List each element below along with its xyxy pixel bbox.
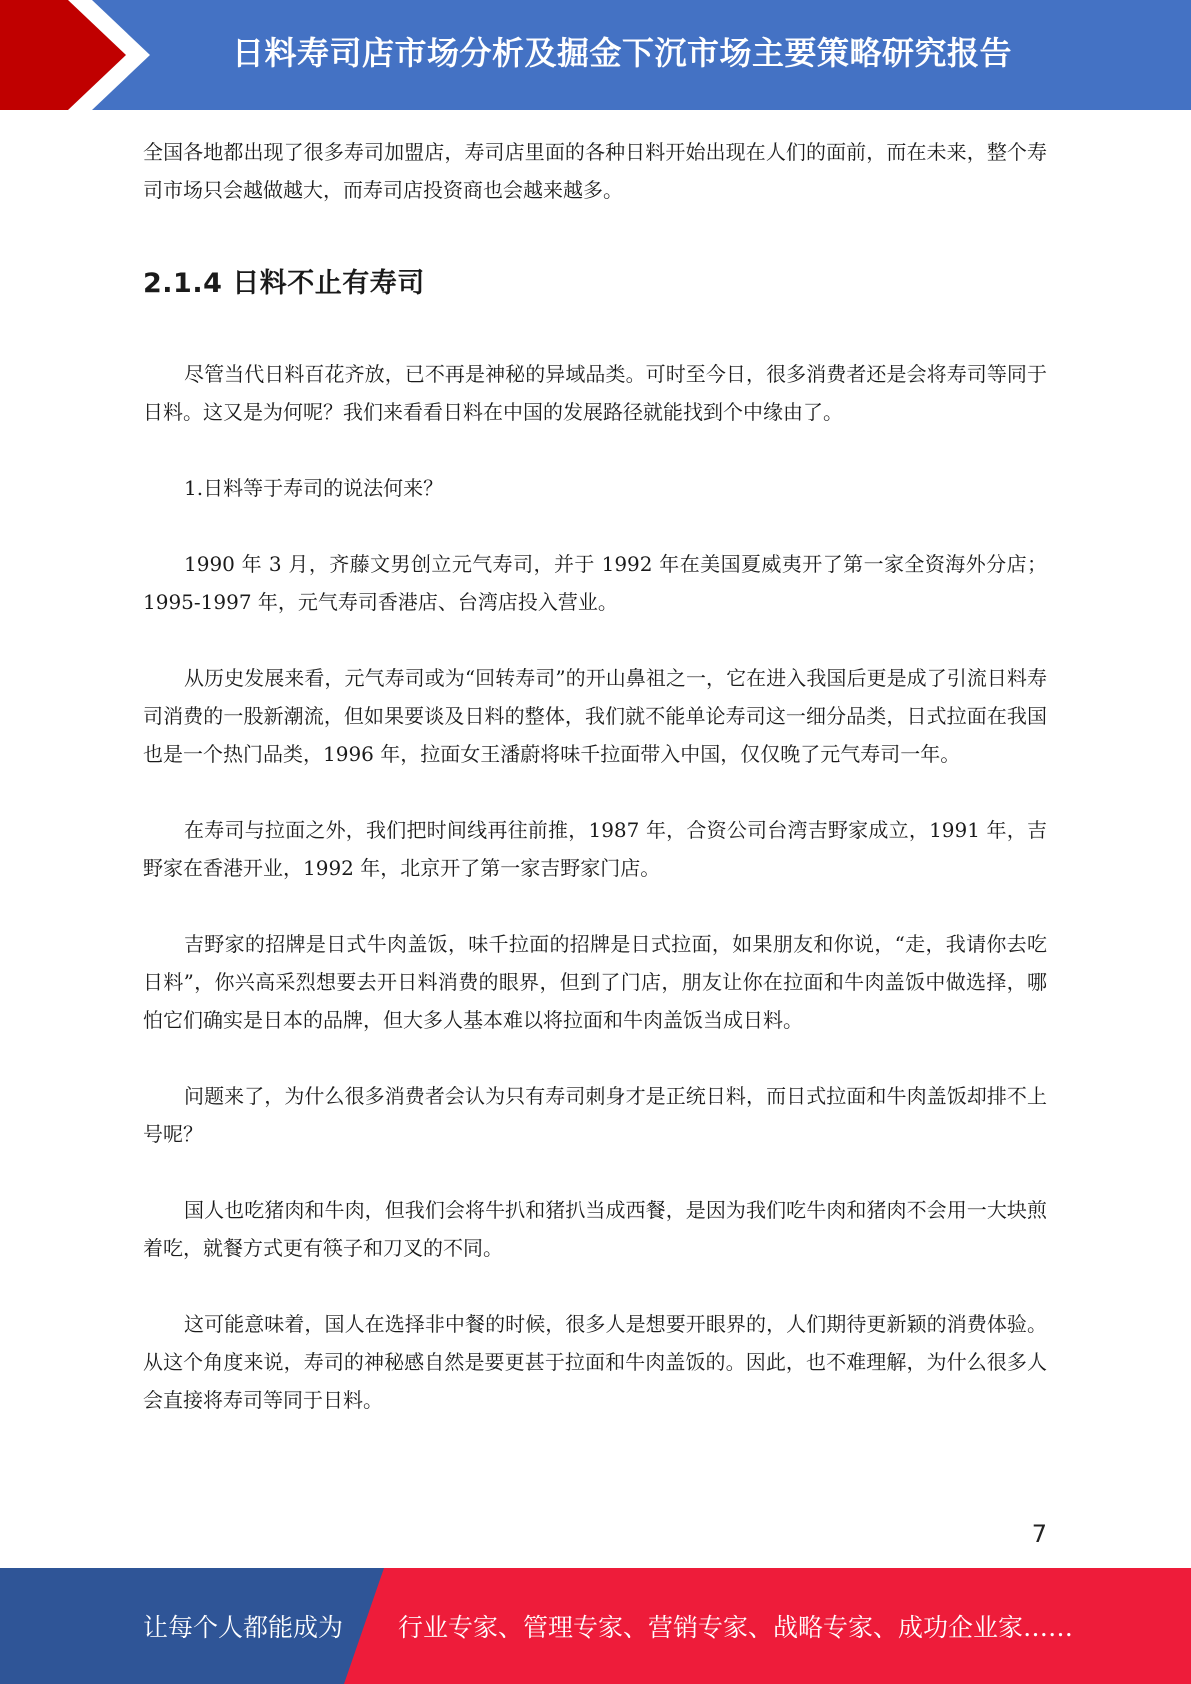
header-arrow-decoration <box>0 0 160 110</box>
paragraph-7: 问题来了，为什么很多消费者会认为只有寿司刺身才是正统日料，而日式拉面和牛肉盖饭却排不上号呢？ <box>143 1084 1047 1146</box>
page-content <box>143 133 1047 1419</box>
intro-paragraph: 全国各地都出现了很多寿司加盟店，寿司店里面的各种日料开始出现在人们的面前，而在未来，整个寿司市场只会越做越大，而寿司店投资商也会越来越多。 <box>143 140 1047 202</box>
paragraph-9: 这可能意味着，国人在选择非中餐的时候，很多人是想要开眼界的，人们期待更新颖的消费体验。从这个角度来说，寿司的神秘感自然是要更甚于拉面和牛肉盖饭的。因此，也不难理解，为什么很多人会直接将寿司等同于日料。 <box>143 1312 1047 1412</box>
footer-slogan-left: 让每个人都能成为 <box>143 1613 344 1642</box>
page-footer <box>0 1568 1191 1684</box>
paragraph-5: 在寿司与拉面之外，我们把时间线再往前推，1987 年，合资公司台湾吉野家成立，1991 年，吉野家在香港开业，1992 年，北京开了第一家吉野家门店。 <box>143 818 1047 880</box>
page-header <box>0 0 1191 110</box>
paragraph-6: 吉野家的招牌是日式牛肉盖饭，味千拉面的招牌是日式拉面，如果朋友和你说，“走，我请你去吃日料”，你兴高采烈想要去开日料消费的眼界，但到了门店，朋友让你在拉面和牛肉盖饭中做选择，哪怕它们确实是日本的品牌，但大多人基本难以将拉面和牛肉盖饭当成日料。 <box>143 932 1047 1032</box>
page-number: 7 <box>1031 1520 1047 1548</box>
footer-slogan-right: 行业专家、管理专家、营销专家、战略专家、成功企业家…… <box>398 1613 1074 1642</box>
report-title: 日料寿司店市场分析及掘金下沉市场主要策略研究报告 <box>232 34 1013 72</box>
section-heading: 2.1.4 日料不止有寿司 <box>143 268 425 299</box>
paragraph-4: 从历史发展来看，元气寿司或为“回转寿司”的开山鼻祖之一，它在进入我国后更是成了引流日料寿司消费的一股新潮流，但如果要谈及日料的整体，我们就不能单论寿司这一细分品类，日式拉面在我国也是一个热门品类，1996 年，拉面女王潘蔚将味千拉面带入中国，仅仅晚了元气寿司一年。 <box>143 666 1047 766</box>
paragraph-2: 1.日料等于寿司的说法何来？ <box>184 476 444 500</box>
paragraph-8: 国人也吃猪肉和牛肉，但我们会将牛扒和猪扒当成西餐，是因为我们吃牛肉和猪肉不会用一大块煎着吃，就餐方式更有筷子和刀叉的不同。 <box>143 1198 1047 1260</box>
paragraph-1: 尽管当代日料百花齐放，已不再是神秘的异域品类。可时至今日，很多消费者还是会将寿司等同于日料。这又是为何呢？我们来看看日料在中国的发展路径就能找到个中缘由了。 <box>143 362 1047 424</box>
paragraph-3: 1990 年 3 月，齐藤文男创立元气寿司，并于 1992 年在美国夏威夷开了第一家全资海外分店；1995-1997 年，元气寿司香港店、台湾店投入营业。 <box>143 552 1047 614</box>
